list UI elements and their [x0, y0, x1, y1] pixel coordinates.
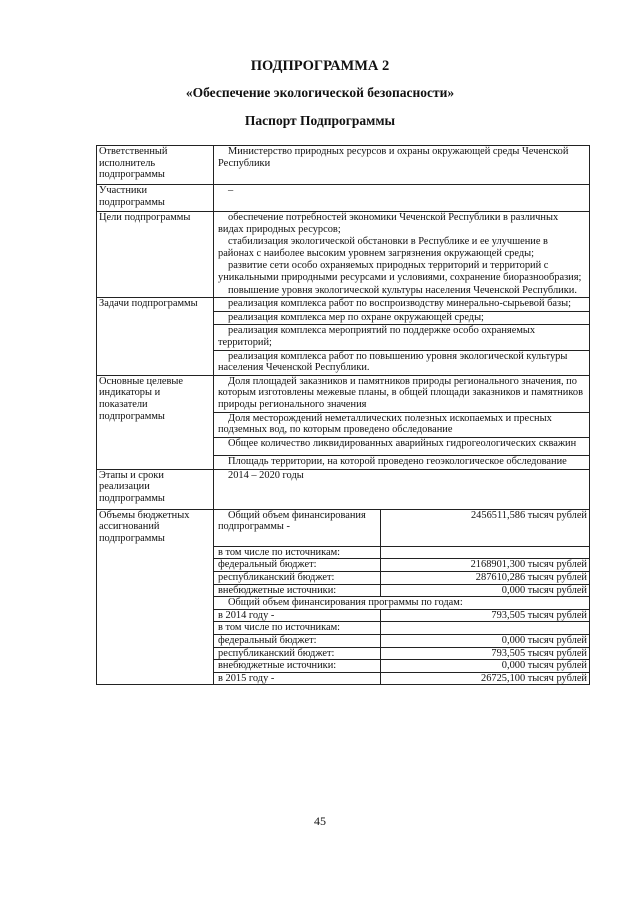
funding-row [214, 597, 589, 610]
funding-row [214, 622, 589, 635]
y2014-value: 793,505 тысяч рублей [381, 609, 590, 622]
participants-label: Участники подпрограммы [97, 185, 214, 212]
goal-item: стабилизация экологической обстановки в Республике и ее улучшение в районах с наиболее высоким уровнем загрязнения окружающей среды; [218, 236, 548, 259]
row-goals [97, 212, 590, 298]
funding-row [214, 559, 589, 572]
indicators-label: Основные целевые индикаторы и показатели подпрограммы [97, 375, 214, 469]
executor-label: Ответственный исполнитель подпрограммы [97, 146, 214, 185]
passport-heading: Паспорт Подпрограммы [244, 113, 396, 128]
y2015-label: в 2015 году - [214, 672, 381, 684]
y2014-federal-value: 0,000 тысяч рублей [381, 635, 590, 648]
funding-row [214, 510, 589, 547]
funding-row [214, 572, 589, 585]
by-year-label: Общий объем финансирования программы по годам: [214, 597, 589, 610]
federal-value: 2168901,300 тысяч рублей [381, 559, 590, 572]
row-funding [97, 509, 590, 685]
funding-row [214, 609, 589, 622]
total-value: 2456511,586 тысяч рублей [470, 509, 587, 521]
extra-label: внебюджетные источники: [214, 584, 381, 597]
republic-label: республиканский бюджет: [214, 572, 381, 585]
y2014-republic-label: республиканский бюджет: [214, 647, 381, 660]
row-executor [97, 146, 590, 185]
subprogram-title: «Обеспечение экологической безопасности» [185, 85, 455, 100]
row-tasks [97, 298, 590, 376]
extra-value: 0,000 тысяч рублей [381, 584, 590, 597]
task-item: реализация комплекса работ по повышению уровня экологической культуры населения Чеченской Республики. [214, 350, 589, 375]
indicator-item: Площадь территории, на которой проведено геоэкологическое обследование [214, 455, 589, 469]
passport-table [96, 145, 590, 685]
goal-item: развитие сети особо охраняемых природных территорий и территорий с уникальными природными ресурсами и условиями, сохранение биоразнообразия; [218, 260, 582, 283]
row-stages [97, 469, 590, 509]
y2014-label: в 2014 году - [214, 609, 381, 622]
funding-row [214, 660, 589, 673]
funding-table [214, 510, 589, 685]
funding-label: Объемы бюджетных ассигнований подпрограммы [97, 509, 214, 685]
subprogram-number: ПОДПРОГРАММА 2 [250, 58, 390, 74]
task-item: реализация комплекса мер по охране окружающей среды; [214, 311, 589, 325]
goal-item: повышение уровня экологической культуры населения Чеченской Республики. [228, 284, 577, 296]
executor-value: Министерство природных ресурсов и охраны окружающей среды Чеченской Республики [218, 146, 569, 169]
row-participants [97, 185, 590, 212]
y2014-extra-label: внебюджетные источники: [214, 660, 381, 673]
funding-row [214, 635, 589, 648]
y2014-federal-label: федеральный бюджет: [214, 635, 381, 648]
funding-row [214, 584, 589, 597]
federal-label: федеральный бюджет: [214, 559, 381, 572]
row-indicators [97, 375, 590, 469]
indicator-item: Доля месторождений неметаллических полезных ископаемых и пресных подземных вод, по которым проведено обследование [214, 412, 589, 437]
goal-item: обеспечение потребностей экономики Чеченской Республики в различных видах природных ресурсов; [218, 212, 559, 235]
y2014-extra-value: 0,000 тысяч рублей [381, 660, 590, 673]
indicator-item: Доля площадей заказников и памятников природы регионального значения, по которым изготовлены межевые планы, в общей площади заказников и памятников природы регионального значения [218, 375, 583, 410]
goals-label: Цели подпрограммы [97, 212, 214, 298]
republic-value: 287610,286 тысяч рублей [381, 572, 590, 585]
total-label: Общий объем финансирования подпрограммы - [214, 510, 381, 547]
stages-value: 2014 – 2020 годы [228, 469, 304, 481]
page-number: 45 [314, 814, 326, 828]
participants-value: – [228, 185, 234, 196]
funding-row [214, 647, 589, 660]
y2015-value: 26725,100 тысяч рублей [381, 672, 590, 684]
indicator-item: Общее количество ликвидированных аварийных гидрогеологических скважин [214, 437, 589, 456]
task-item: реализация комплекса мероприятий по поддержке особо охраняемых территорий; [214, 324, 589, 349]
tasks-label: Задачи подпрограммы [97, 298, 214, 376]
funding-row [214, 672, 589, 684]
y2014-republic-value: 793,505 тысяч рублей [381, 647, 590, 660]
task-item: реализация комплекса работ по воспроизводству минерально-сырьевой базы; [228, 298, 572, 310]
sources-label: в том числе по источникам: [214, 546, 381, 559]
stages-label: Этапы и сроки реализации подпрограммы [97, 469, 214, 509]
funding-row [214, 546, 589, 559]
y2014-sources-label: в том числе по источникам: [214, 622, 381, 635]
